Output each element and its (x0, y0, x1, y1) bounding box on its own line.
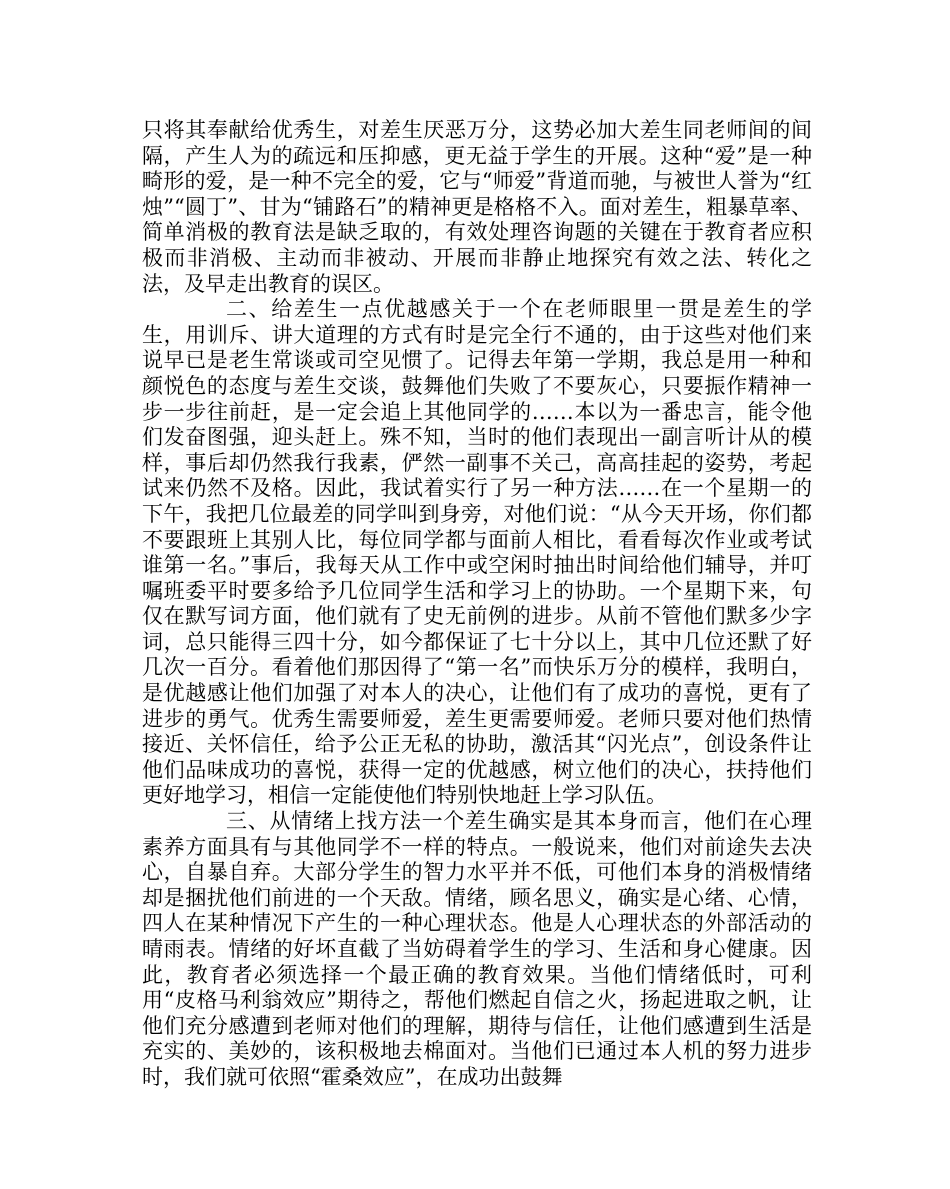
document-body (142, 118, 812, 1091)
paragraph-2: 二、给差生一点优越感关于一个在老师眼里一贯是差生的学生，用训斥、讲大道理的方式有时是完全行不通的，由于这些对他们来说早已是老生常谈或司空见惯了。记得去年第一学期，我总是用一种和颜悦色的态度与差生交谈，鼓舞他们失败了不要灰心，只要振作精神一步一步往前赶，是一定会追上其他同学的……本以为一番忠言，能令他们发奋图强，迎头赶上。殊不知，当时的他们表现出一副言听计从的模样，事后却仍然我行我素，俨然一副事不关己，高高挂起的姿势，考起试来仍然不及格。因此，我试着实行了另一种方法……在一个星期一的下午，我把几位最差的同学叫到身旁，对他们说：“从今天开场，你们都不要跟班上其别人比，每位同学都与面前人相比，看看每次作业或考试谁第一名。”事后，我每天从工作中或空闲时抽出时间给他们辅导，并叮嘱班委平时要多给予几位同学生活和学习上的协助。一个星期下来，句仅在默写词方面，他们就有了史无前例的进步。从前不管他们默多少字词，总只能得三四十分，如今都保证了七十分以上，其中几位还默了好几次一百分。看着他们那因得了“第一名”而快乐万分的模样，我明白，是优越感让他们加强了对本人的决心，让他们有了成功的喜悦，更有了进步的勇气。优秀生需要师爱，差生更需要师爱。老师只要对他们热情接近、关怀信任，给予公正无私的协助，激活其“闪光点”，创设条件让他们品味成功的喜悦，获得一定的优越感，树立他们的决心，扶持他们更好地学习，相信一定能使他们特别快地赶上学习队伍。 (142, 297, 812, 808)
paragraph-3: 三、从情绪上找方法一个差生确实是其本身而言，他们在心理素养方面具有与其他同学不一样的特点。一般说来，他们对前途失去决心，自暴自弃。大部分学生的智力水平并不低，可他们本身的消极情绪却是捆扰他们前进的一个天敌。情绪，顾名思义，确实是心绪、心情，四人在某种情况下产生的一种心理状态。他是人心理状态的外部活动的晴雨表。情绪的好坏直截了当妨碍着学生的学习、生活和身心健康。因此，教育者必须选择一个最正确的教育效果。当他们情绪低时，可利用“皮格马利翁效应”期待之，帮他们燃起自信之火，扬起进取之帆，让他们充分感遭到老师对他们的理解，期待与信任，让他们感遭到生活是充实的、美妙的，该积极地去棉面对。当他们已通过本人机的努力进步时，我们就可依照“霍桑效应”，在成功出鼓舞 (142, 809, 812, 1089)
paragraph-1: 只将其奉献给优秀生，对差生厌恶万分，这势必加大差生同老师间的间隔，产生人为的疏远和压抑感，更无益于学生的开展。这种“爱”是一种畸形的爱，是一种不完全的爱，它与“师爱”背道而驰，与被世人誉为“红烛”“圆丁”、甘为“铺路石”的精神更是格格不入。面对差生，粗暴草率、简单消极的教育法是缺乏取的，有效处理咨询题的关键在于教育者应积极而非消极、主动而非被动、开展而非静止地探究有效之法、转化之法，及早走出教育的误区。 (142, 118, 812, 296)
